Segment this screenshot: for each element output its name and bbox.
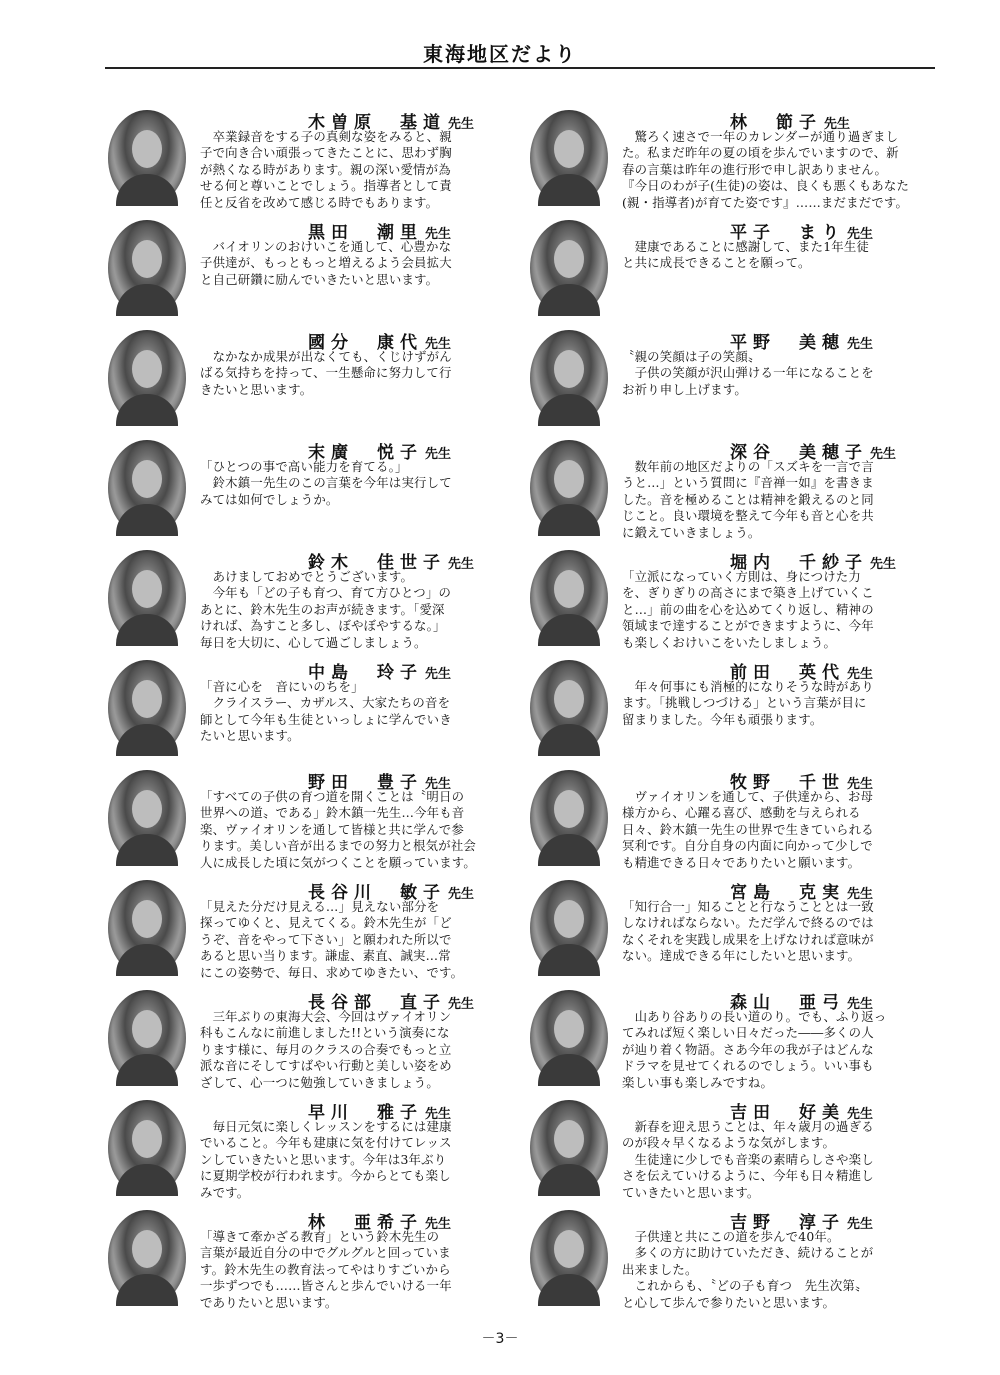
honorific-suffix: 先生 <box>847 1217 874 1232</box>
portrait-face <box>554 460 584 498</box>
portrait-face <box>554 350 584 388</box>
teacher-message: 年々何事にも消極的になりそうな時があり ます。「挑戦しつづける」という言葉が目に 留まりました。今年も頑張ります。 <box>622 679 874 727</box>
portrait-face <box>132 130 162 168</box>
teacher-message: 卒業録音をする子の真剣な姿をみると、親 子で向き合い頑張ってきたことに、思わず胸 が熱くなる時があります。親の深い愛情が為 せる何と尊いことでしょう。指導者として責 任と反省を改めて感じる時でもあります。 <box>200 129 452 210</box>
teacher-message: ヴァイオリンを通して、子供達から、お母 様方から、心躍る喜び、感動を与えられる 日々、鈴木鎮一先生の世界で生きていられる 冥利です。自分自身の内面に向かって少しで も精進できる日々でありたいと願います。 <box>622 789 874 870</box>
portrait-shoulders <box>538 1054 600 1086</box>
portrait-shoulders <box>116 1274 178 1306</box>
portrait-shoulders <box>116 174 178 206</box>
portrait-face <box>554 680 584 718</box>
portrait-face <box>132 1120 162 1158</box>
honorific-suffix: 先生 <box>847 887 874 902</box>
portrait-shoulders <box>538 504 600 536</box>
teacher-message: 子供達と共にこの道を歩んで40年。 多くの方に助けていただき、続けることが 出来ました。 これからも、〝どの子も育つ 先生次第〟 と心して歩んで参りたいと思います。 <box>622 1229 874 1310</box>
portrait-shoulders <box>116 724 178 756</box>
teacher-portrait <box>530 110 608 206</box>
teacher-name: 早川 雅子 <box>308 1103 423 1123</box>
teacher-message: 山あり谷ありの長い道のり。でも、ふり返っ てみれば短く楽しい日々だった――多くの人 が辿り着く物語。さあ今年の我が子はどんな ドラマを見せてくれるのでしょう。いい事も 楽しい事も楽しみですね。 <box>622 1009 887 1090</box>
teacher-name: 鈴木 佳世子 <box>308 553 446 573</box>
teacher-portrait <box>530 440 608 536</box>
portrait-shoulders <box>538 394 600 426</box>
honorific-suffix: 先生 <box>425 447 452 462</box>
teacher-message: あけましておめでとうございます。 今年も「どの子も育つ、育て方ひとつ」の あとに、鈴木先生のお声が続きます。「愛深 ければ、為すこと多し、ぼやぼやするな。」 毎日を大切に、心して過ごしましょう。 <box>200 569 452 650</box>
portrait-shoulders <box>116 284 178 316</box>
portrait-shoulders <box>116 504 178 536</box>
teacher-name: 林 節子 <box>730 113 822 133</box>
portrait-shoulders <box>116 1164 178 1196</box>
teacher-portrait <box>530 220 608 316</box>
portrait-shoulders <box>538 1274 600 1306</box>
portrait-face <box>132 240 162 278</box>
teacher-message: バイオリンのおけいこを通して、心豊かな 子供達が、もっともっと増えるよう会員拡大 と自己研鑽に励んでいきたいと思います。 <box>200 239 452 287</box>
teacher-name: 長谷部 直子 <box>308 993 446 1013</box>
honorific-suffix: 先生 <box>824 117 851 132</box>
portrait-face <box>132 1010 162 1048</box>
teacher-message: 「すべての子供の育つ道を開くことは〝明日の 世界への道〟である」鈴木鎮一先生…今年も音 楽、ヴァイオリンを通して皆様と共に学んで参 ります。美しい音が出るまでの努力と根気が社会 人に成長した頃に気がつくことを願っています。 <box>200 789 477 870</box>
honorific-suffix: 先生 <box>870 447 897 462</box>
teacher-portrait <box>108 1210 186 1306</box>
honorific-suffix: 先生 <box>425 337 452 352</box>
teacher-name: 國分 康代 <box>308 333 423 353</box>
teacher-message: 驚ろく速さで一年のカレンダーが通り過ぎまし た。私まだ昨年の夏の頃を歩んでいますので、新 春の言葉は昨年の進行形で申し訳ありません。 『今日のわが子(生徒)の姿は、良くも悪くもあなた (親・指導者)が育てた姿です』……まだまだです。 <box>622 129 910 210</box>
portrait-face <box>132 790 162 828</box>
teacher-name: 中島 玲子 <box>308 663 423 683</box>
honorific-suffix: 先生 <box>425 227 452 242</box>
teacher-portrait <box>530 770 608 866</box>
teacher-portrait <box>108 990 186 1086</box>
portrait-face <box>554 240 584 278</box>
teacher-message: 「立派になっていく方則は、身につけた力 を、ぎりぎりの高さにまで築き上げていくこ と…」前の曲を心を込めてくり返し、精神の 領域まで達することができますように、今年 も楽しくおけいこをいたしましょう。 <box>622 569 874 650</box>
teacher-portrait <box>108 770 186 866</box>
honorific-suffix: 先生 <box>847 1107 874 1122</box>
portrait-shoulders <box>538 1164 600 1196</box>
honorific-suffix: 先生 <box>425 1217 452 1232</box>
teacher-message: 数年前の地区だよりの「スズキを一言で言 うと…」という質問に『音禅一如』を書きま した。音を極めることは精神を鍛えるのと同 じこと。良い環境を整えて今年も音と心を共 に鍛えていきましょう。 <box>622 459 874 540</box>
teacher-message: 建康であることに感謝して、また1年生徒 と共に成長できることを願って。 <box>622 239 870 271</box>
teacher-message: 毎日元気に楽しくレッスンをするには建康 でいること。今年も建康に気を付けてレッス ンしていきたいと思います。今年は3年ぶり に夏期学校が行われます。今からとても楽し みです。 <box>200 1119 452 1200</box>
teacher-message: 三年ぶりの東海大会、今回はヴァイオリン 科もこんなに前進しました!!という演奏にな ります様に、毎月のクラスの合奏でもっと立 派な音にそしてすばやい行動と美しい姿をめ ざして、心一つに勉強していきましょう。 <box>200 1009 452 1090</box>
teacher-portrait <box>108 220 186 316</box>
portrait-face <box>132 350 162 388</box>
teacher-name: 木曽原 基道 <box>308 113 446 133</box>
portrait-face <box>554 900 584 938</box>
teacher-name: 牧野 千世 <box>730 773 845 793</box>
teacher-name: 長谷川 敏子 <box>308 883 446 903</box>
portrait-shoulders <box>538 834 600 866</box>
page-title: 東海地区だより <box>423 42 577 66</box>
portrait-face <box>554 570 584 608</box>
portrait-shoulders <box>116 614 178 646</box>
portrait-face <box>132 460 162 498</box>
honorific-suffix: 先生 <box>448 997 475 1012</box>
teacher-portrait <box>530 1100 608 1196</box>
teacher-name: 野田 豊子 <box>308 773 423 793</box>
teacher-message: 「見えた分だけ見える…」見えない部分を 探ってゆくと、見えてくる。鈴木先生が「ど うぞ、音をやって下さい」と願われた所以で あると思い当ります。謙虚、素直、誠実…常 にこの姿勢で、毎日、求めてゆきたい、です。 <box>200 899 464 980</box>
honorific-suffix: 先生 <box>425 1107 452 1122</box>
teacher-name: 末廣 悦子 <box>308 443 423 463</box>
teacher-name: 平野 美穂 <box>730 333 845 353</box>
teacher-name: 宮島 克実 <box>730 883 845 903</box>
teacher-name: 黒田 潮里 <box>308 223 423 243</box>
portrait-face <box>132 570 162 608</box>
portrait-face <box>554 1120 584 1158</box>
teacher-portrait <box>530 880 608 976</box>
portrait-face <box>554 1230 584 1268</box>
teacher-message: 〝親の笑顔は子の笑顔〟 子供の笑顔が沢山弾ける一年になることを お祈り申し上げます。 <box>622 349 874 397</box>
honorific-suffix: 先生 <box>870 557 897 572</box>
honorific-suffix: 先生 <box>847 667 874 682</box>
portrait-face <box>554 1010 584 1048</box>
teacher-name: 深谷 美穂子 <box>730 443 868 463</box>
teacher-name: 前田 英代 <box>730 663 845 683</box>
teacher-portrait <box>530 660 608 756</box>
teacher-portrait <box>530 550 608 646</box>
teacher-name: 林 亜希子 <box>308 1213 423 1233</box>
teacher-portrait <box>108 880 186 976</box>
teacher-name: 平子 まり <box>730 223 845 243</box>
teacher-portrait <box>108 110 186 206</box>
teacher-portrait <box>108 660 186 756</box>
portrait-face <box>132 900 162 938</box>
honorific-suffix: 先生 <box>847 997 874 1012</box>
honorific-suffix: 先生 <box>425 667 452 682</box>
teacher-name: 吉野 淳子 <box>730 1213 845 1233</box>
portrait-shoulders <box>116 944 178 976</box>
honorific-suffix: 先生 <box>847 777 874 792</box>
teacher-message: 新春を迎え思うことは、年々歳月の過ぎる のが段々早くなるような気がします。 生徒達に少しでも音楽の素晴らしさや楽し さを伝えていけるように、今年も日々精進し ていきたいと思います。 <box>622 1119 874 1200</box>
teacher-portrait <box>108 330 186 426</box>
honorific-suffix: 先生 <box>448 117 475 132</box>
teacher-name: 吉田 好美 <box>730 1103 845 1123</box>
teacher-message: なかなか成果が出なくても、くじけずがん ばる気持ちを持って、一生懸命に努力して行 きたいと思います。 <box>200 349 452 397</box>
teacher-portrait <box>108 440 186 536</box>
teacher-message: 「ひとつの事で高い能力を育てる。」 鈴木鎮一先生のこの言葉を今年は実行して みては如何でしょうか。 <box>200 459 452 507</box>
portrait-shoulders <box>538 284 600 316</box>
teacher-message: 「知行合一」知ることと行なうこととは一致 しなければならない。ただ学んで終るのでは なくそれを実践し成果を上げなければ意味が ない。達成できる年にしたいと思います。 <box>622 899 874 964</box>
teacher-portrait <box>108 1100 186 1196</box>
portrait-face <box>132 1230 162 1268</box>
portrait-shoulders <box>116 394 178 426</box>
portrait-face <box>132 680 162 718</box>
honorific-suffix: 先生 <box>847 337 874 352</box>
honorific-suffix: 先生 <box>425 777 452 792</box>
portrait-shoulders <box>538 174 600 206</box>
teacher-portrait <box>530 1210 608 1306</box>
teacher-name: 森山 亜弓 <box>730 993 845 1013</box>
honorific-suffix: 先生 <box>448 887 475 902</box>
portrait-face <box>554 790 584 828</box>
teacher-portrait <box>530 990 608 1086</box>
title-divider <box>105 67 935 69</box>
teacher-message: 「音に心を 音にいのちを」 クライスラー、カザルス、大家たちの音を 師として今年も生徒といっしょに学んでいき たいと思います。 <box>200 679 452 744</box>
portrait-shoulders <box>538 614 600 646</box>
teacher-name: 堀内 千紗子 <box>730 553 868 573</box>
portrait-shoulders <box>116 834 178 866</box>
page-header <box>0 0 1000 70</box>
portrait-shoulders <box>116 1054 178 1086</box>
page-number: －3－ <box>481 1331 519 1347</box>
teacher-portrait <box>108 550 186 646</box>
teacher-message: 「導きて牽かざる教育」という鈴木先生の 言葉が最近自分の中でグルグルと回っていま す。鈴木先生の教育法ってやはりすごいから 一歩ずつでも……皆さんと歩んでいける一年 でありたいと思います。 <box>200 1229 452 1310</box>
teacher-portrait <box>530 330 608 426</box>
portrait-shoulders <box>538 724 600 756</box>
portrait-shoulders <box>538 944 600 976</box>
honorific-suffix: 先生 <box>847 227 874 242</box>
portrait-face <box>554 130 584 168</box>
honorific-suffix: 先生 <box>448 557 475 572</box>
